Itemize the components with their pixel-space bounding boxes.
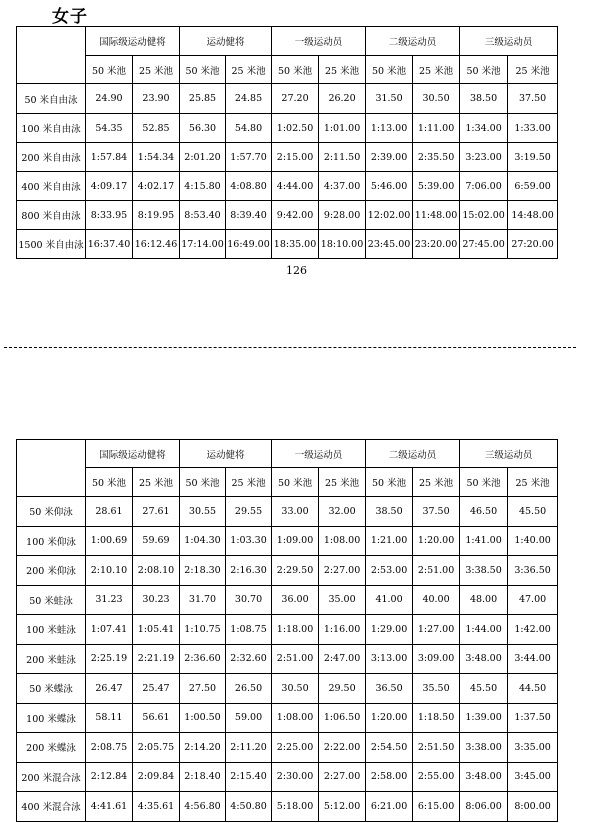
event-label: 50 米蝶泳 (17, 674, 86, 704)
table-row (17, 585, 558, 615)
pool-header: 25 米池 (413, 468, 460, 497)
time-cell: 2:16.30 (226, 556, 272, 586)
pool-header: 25 米池 (319, 468, 366, 497)
table-row (17, 230, 558, 259)
time-cell: 31.50 (366, 84, 413, 114)
time-cell: 1:37.50 (508, 703, 558, 733)
level-header: 三级运动员 (460, 440, 558, 468)
time-cell: 1:42.00 (508, 615, 558, 645)
time-cell: 54.80 (226, 114, 272, 143)
level-header: 二级运动员 (366, 27, 460, 56)
time-cell: 2:08.10 (133, 556, 180, 586)
standards-table-freestyle (16, 26, 558, 259)
time-cell: 2:15.40 (226, 762, 272, 792)
level-header: 国际级运动健将 (86, 440, 180, 468)
pool-header: 50 米池 (86, 56, 133, 84)
pool-header: 50 米池 (460, 56, 508, 84)
time-cell: 6:21.00 (366, 792, 413, 822)
time-cell: 1:08.00 (319, 526, 366, 556)
time-cell: 2:21.19 (133, 644, 180, 674)
time-cell: 1:41.00 (460, 526, 508, 556)
time-cell: 6:15.00 (413, 792, 460, 822)
time-cell: 56.61 (133, 703, 180, 733)
time-cell: 27.50 (180, 674, 226, 704)
level-header: 一级运动员 (272, 27, 366, 56)
corner-cell (17, 27, 86, 84)
event-label: 50 米蛙泳 (17, 585, 86, 615)
time-cell: 27.20 (272, 84, 319, 114)
time-cell: 3:36.50 (508, 556, 558, 586)
time-cell: 16:12.46 (133, 230, 180, 259)
time-cell: 2:25.19 (86, 644, 133, 674)
time-cell: 4:44.00 (272, 172, 319, 201)
time-cell: 7:06.00 (460, 172, 508, 201)
time-cell: 26.47 (86, 674, 133, 704)
time-cell: 5:46.00 (366, 172, 413, 201)
pool-header-row (17, 468, 558, 497)
time-cell: 30.55 (180, 497, 226, 527)
time-cell: 56.30 (180, 114, 226, 143)
time-cell: 30.50 (413, 84, 460, 114)
time-cell: 16:49.00 (226, 230, 272, 259)
time-cell: 59.00 (226, 703, 272, 733)
time-cell: 29.55 (226, 497, 272, 527)
time-cell: 4:56.80 (180, 792, 226, 822)
time-cell: 1:03.30 (226, 526, 272, 556)
time-cell: 1:01.00 (319, 114, 366, 143)
pool-header-row (17, 56, 558, 84)
table-row (17, 674, 558, 704)
level-header: 一级运动员 (272, 440, 366, 468)
time-cell: 1:20.00 (366, 703, 413, 733)
time-cell: 5:12.00 (319, 792, 366, 822)
pool-header: 25 米池 (226, 56, 272, 84)
event-label: 200 米蝶泳 (17, 733, 86, 763)
time-cell: 35.00 (319, 585, 366, 615)
event-label: 200 米仰泳 (17, 556, 86, 586)
corner-cell (17, 440, 86, 497)
level-header: 运动健将 (180, 440, 272, 468)
time-cell: 3:48.00 (460, 644, 508, 674)
table-row (17, 644, 558, 674)
time-cell: 2:11.20 (226, 733, 272, 763)
section-heading: 女子 (52, 7, 88, 27)
time-cell: 1:44.00 (460, 615, 508, 645)
time-cell: 2:30.00 (272, 762, 319, 792)
time-cell: 2:09.84 (133, 762, 180, 792)
time-cell: 5:18.00 (272, 792, 319, 822)
time-cell: 1:08.00 (272, 703, 319, 733)
time-cell: 9:28.00 (319, 201, 366, 230)
time-cell: 2:36.60 (180, 644, 226, 674)
time-cell: 41.00 (366, 585, 413, 615)
time-cell: 1:39.00 (460, 703, 508, 733)
time-cell: 26.20 (319, 84, 366, 114)
table-row (17, 556, 558, 586)
table-row (17, 762, 558, 792)
time-cell: 26.50 (226, 674, 272, 704)
time-cell: 2:51.00 (272, 644, 319, 674)
time-cell: 25.47 (133, 674, 180, 704)
time-cell: 52.85 (133, 114, 180, 143)
event-label: 400 米自由泳 (17, 172, 86, 201)
time-cell: 2:10.10 (86, 556, 133, 586)
time-cell: 2:47.00 (319, 644, 366, 674)
time-cell: 25.85 (180, 84, 226, 114)
pool-header: 25 米池 (226, 468, 272, 497)
time-cell: 1:57.84 (86, 143, 133, 172)
time-cell: 3:38.00 (460, 733, 508, 763)
time-cell: 17:14.00 (180, 230, 226, 259)
time-cell: 29.50 (319, 674, 366, 704)
time-cell: 1:27.00 (413, 615, 460, 645)
table-row (17, 201, 558, 230)
time-cell: 1:34.00 (460, 114, 508, 143)
time-cell: 32.00 (319, 497, 366, 527)
time-cell: 2:14.20 (180, 733, 226, 763)
time-cell: 36.00 (272, 585, 319, 615)
time-cell: 58.11 (86, 703, 133, 733)
time-cell: 8:06.00 (460, 792, 508, 822)
table-row (17, 114, 558, 143)
time-cell: 4:50.80 (226, 792, 272, 822)
table-header-row (17, 27, 558, 56)
pool-header: 25 米池 (133, 468, 180, 497)
time-cell: 9:42.00 (272, 201, 319, 230)
level-header: 二级运动员 (366, 440, 460, 468)
time-cell: 14:48.00 (508, 201, 558, 230)
pool-header: 25 米池 (133, 56, 180, 84)
time-cell: 36.50 (366, 674, 413, 704)
time-cell: 2:51.50 (413, 733, 460, 763)
time-cell: 18:35.00 (272, 230, 319, 259)
time-cell: 3:19.50 (508, 143, 558, 172)
time-cell: 37.50 (413, 497, 460, 527)
time-cell: 3:48.00 (460, 762, 508, 792)
time-cell: 23.90 (133, 84, 180, 114)
pool-header: 50 米池 (272, 56, 319, 84)
time-cell: 2:22.00 (319, 733, 366, 763)
pool-header: 50 米池 (272, 468, 319, 497)
time-cell: 4:35.61 (133, 792, 180, 822)
time-cell: 3:13.00 (366, 644, 413, 674)
time-cell: 1:08.75 (226, 615, 272, 645)
time-cell: 45.50 (508, 497, 558, 527)
time-cell: 8:39.40 (226, 201, 272, 230)
time-cell: 1:10.75 (180, 615, 226, 645)
time-cell: 2:08.75 (86, 733, 133, 763)
time-cell: 35.50 (413, 674, 460, 704)
pool-header: 25 米池 (508, 468, 558, 497)
time-cell: 23:20.00 (413, 230, 460, 259)
event-label: 100 米自由泳 (17, 114, 86, 143)
time-cell: 54.35 (86, 114, 133, 143)
time-cell: 16:37.40 (86, 230, 133, 259)
time-cell: 37.50 (508, 84, 558, 114)
time-cell: 1:18.00 (272, 615, 319, 645)
time-cell: 4:08.80 (226, 172, 272, 201)
standards-table-strokes (16, 439, 558, 822)
time-cell: 1:00.50 (180, 703, 226, 733)
pool-header: 50 米池 (86, 468, 133, 497)
time-cell: 4:37.00 (319, 172, 366, 201)
time-cell: 1:13.00 (366, 114, 413, 143)
event-label: 100 米蝶泳 (17, 703, 86, 733)
time-cell: 3:45.00 (508, 762, 558, 792)
table-row (17, 84, 558, 114)
table-row (17, 526, 558, 556)
pool-header: 25 米池 (319, 56, 366, 84)
table-row (17, 497, 558, 527)
event-label: 200 米蛙泳 (17, 644, 86, 674)
time-cell: 47.00 (508, 585, 558, 615)
time-cell: 1:00.69 (86, 526, 133, 556)
time-cell: 2:55.00 (413, 762, 460, 792)
table-header-row (17, 440, 558, 468)
time-cell: 27:45.00 (460, 230, 508, 259)
time-cell: 2:18.40 (180, 762, 226, 792)
time-cell: 2:12.84 (86, 762, 133, 792)
time-cell: 59.69 (133, 526, 180, 556)
time-cell: 8:19.95 (133, 201, 180, 230)
time-cell: 2:01.20 (180, 143, 226, 172)
time-cell: 31.23 (86, 585, 133, 615)
time-cell: 2:53.00 (366, 556, 413, 586)
pool-header: 25 米池 (413, 56, 460, 84)
time-cell: 3:09.00 (413, 644, 460, 674)
time-cell: 38.50 (366, 497, 413, 527)
table-row (17, 792, 558, 822)
time-cell: 28.61 (86, 497, 133, 527)
time-cell: 38.50 (460, 84, 508, 114)
time-cell: 40.00 (413, 585, 460, 615)
table-row (17, 703, 558, 733)
time-cell: 30.70 (226, 585, 272, 615)
time-cell: 23:45.00 (366, 230, 413, 259)
pool-header: 50 米池 (366, 56, 413, 84)
time-cell: 18:10.00 (319, 230, 366, 259)
level-header: 国际级运动健将 (86, 27, 180, 56)
time-cell: 3:44.00 (508, 644, 558, 674)
time-cell: 2:15.00 (272, 143, 319, 172)
time-cell: 3:35.00 (508, 733, 558, 763)
pool-header: 50 米池 (460, 468, 508, 497)
time-cell: 30.23 (133, 585, 180, 615)
time-cell: 2:35.50 (413, 143, 460, 172)
time-cell: 1:04.30 (180, 526, 226, 556)
time-cell: 1:29.00 (366, 615, 413, 645)
time-cell: 48.00 (460, 585, 508, 615)
time-cell: 33.00 (272, 497, 319, 527)
time-cell: 2:05.75 (133, 733, 180, 763)
time-cell: 1:09.00 (272, 526, 319, 556)
time-cell: 1:20.00 (413, 526, 460, 556)
event-label: 400 米混合泳 (17, 792, 86, 822)
time-cell: 3:38.50 (460, 556, 508, 586)
time-cell: 27:20.00 (508, 230, 558, 259)
event-label: 50 米仰泳 (17, 497, 86, 527)
event-label: 200 米自由泳 (17, 143, 86, 172)
page-number: 126 (286, 264, 307, 277)
time-cell: 30.50 (272, 674, 319, 704)
time-cell: 2:11.50 (319, 143, 366, 172)
table-row (17, 143, 558, 172)
time-cell: 2:58.00 (366, 762, 413, 792)
time-cell: 15:02.00 (460, 201, 508, 230)
time-cell: 1:06.50 (319, 703, 366, 733)
time-cell: 8:00.00 (508, 792, 558, 822)
time-cell: 27.61 (133, 497, 180, 527)
time-cell: 8:33.95 (86, 201, 133, 230)
event-label: 1500 米自由泳 (17, 230, 86, 259)
time-cell: 24.90 (86, 84, 133, 114)
pool-header: 25 米池 (508, 56, 558, 84)
time-cell: 8:53.40 (180, 201, 226, 230)
time-cell: 4:09.17 (86, 172, 133, 201)
time-cell: 1:57.70 (226, 143, 272, 172)
time-cell: 1:11.00 (413, 114, 460, 143)
time-cell: 3:23.00 (460, 143, 508, 172)
time-cell: 44.50 (508, 674, 558, 704)
time-cell: 1:33.00 (508, 114, 558, 143)
time-cell: 5:39.00 (413, 172, 460, 201)
time-cell: 1:07.41 (86, 615, 133, 645)
event-label: 200 米混合泳 (17, 762, 86, 792)
event-label: 100 米仰泳 (17, 526, 86, 556)
page-divider (4, 347, 576, 348)
table-row (17, 615, 558, 645)
time-cell: 4:15.80 (180, 172, 226, 201)
time-cell: 1:16.00 (319, 615, 366, 645)
time-cell: 6:59.00 (508, 172, 558, 201)
time-cell: 2:39.00 (366, 143, 413, 172)
time-cell: 2:27.00 (319, 762, 366, 792)
level-header: 三级运动员 (460, 27, 558, 56)
event-label: 800 米自由泳 (17, 201, 86, 230)
pool-header: 50 米池 (180, 468, 226, 497)
time-cell: 1:21.00 (366, 526, 413, 556)
time-cell: 1:18.50 (413, 703, 460, 733)
level-header: 运动健将 (180, 27, 272, 56)
time-cell: 1:40.00 (508, 526, 558, 556)
time-cell: 2:27.00 (319, 556, 366, 586)
event-label: 100 米蛙泳 (17, 615, 86, 645)
time-cell: 11:48.00 (413, 201, 460, 230)
time-cell: 24.85 (226, 84, 272, 114)
time-cell: 31.70 (180, 585, 226, 615)
time-cell: 1:05.41 (133, 615, 180, 645)
time-cell: 2:54.50 (366, 733, 413, 763)
time-cell: 2:29.50 (272, 556, 319, 586)
event-label: 50 米自由泳 (17, 84, 86, 114)
pool-header: 50 米池 (180, 56, 226, 84)
time-cell: 2:18.30 (180, 556, 226, 586)
table-row (17, 172, 558, 201)
table-row (17, 733, 558, 763)
time-cell: 1:02.50 (272, 114, 319, 143)
time-cell: 45.50 (460, 674, 508, 704)
time-cell: 2:25.00 (272, 733, 319, 763)
time-cell: 4:41.61 (86, 792, 133, 822)
time-cell: 4:02.17 (133, 172, 180, 201)
time-cell: 2:32.60 (226, 644, 272, 674)
time-cell: 12:02.00 (366, 201, 413, 230)
time-cell: 46.50 (460, 497, 508, 527)
time-cell: 1:54.34 (133, 143, 180, 172)
time-cell: 2:51.00 (413, 556, 460, 586)
pool-header: 50 米池 (366, 468, 413, 497)
